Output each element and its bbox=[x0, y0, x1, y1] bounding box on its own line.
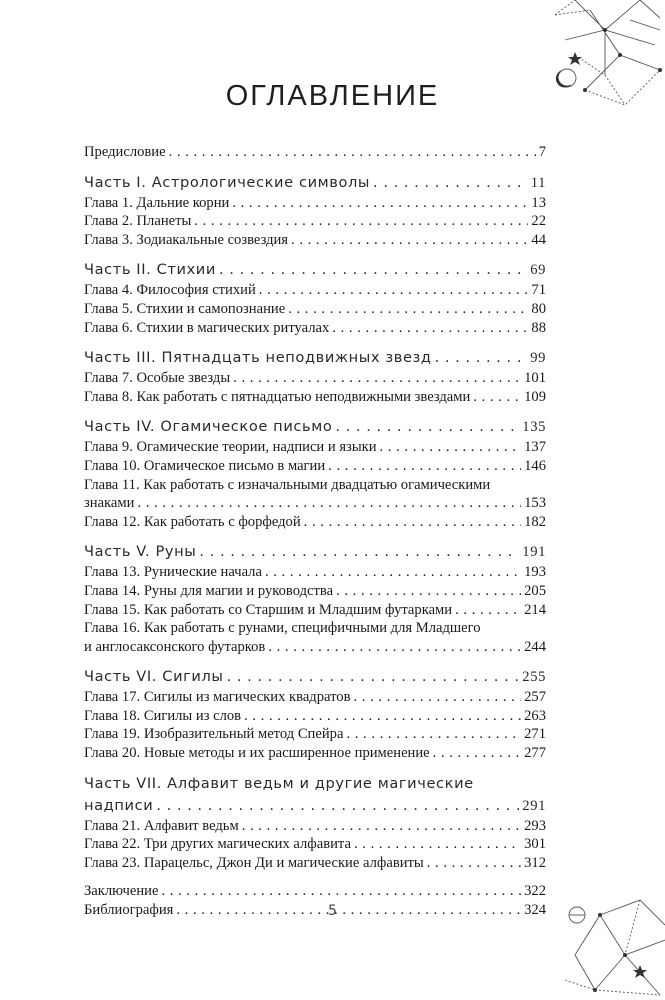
toc-entry-title: Глава 14. Руны для магии и руководства bbox=[84, 582, 334, 599]
toc-entry-title: Глава 12. Как работать с форфедой bbox=[84, 513, 301, 530]
toc-page-number: 214 bbox=[524, 601, 546, 618]
toc-entry-row[interactable] bbox=[84, 300, 546, 319]
toc-entry-title: Глава 21. Алфавит ведьм bbox=[84, 817, 239, 834]
toc-entry-title: Глава 22. Три других магических алфавита bbox=[84, 836, 351, 853]
table-of-contents bbox=[84, 143, 546, 920]
toc-spacer bbox=[84, 406, 546, 416]
toc-entry-title: Глава 19. Изобразительный метод Спейра bbox=[84, 726, 344, 743]
toc-page-number: 153 bbox=[524, 495, 546, 512]
dot-leader bbox=[455, 601, 521, 620]
toc-part-row[interactable] bbox=[84, 795, 546, 817]
toc-entry-title-line: Глава 16. Как работать с рунами, специфичными для Младшего bbox=[84, 620, 481, 637]
dot-leader bbox=[288, 300, 528, 319]
toc-entry-title: Глава 23. Парацельс, Джон Ди и магические алфавиты bbox=[84, 854, 424, 871]
toc-entry-title: Глава 8. Как работать с пятнадцатью неподвижными звездами bbox=[84, 388, 471, 405]
toc-spacer bbox=[84, 162, 546, 172]
toc-spacer bbox=[84, 337, 546, 347]
dot-leader bbox=[335, 416, 519, 438]
toc-entry-row[interactable] bbox=[84, 388, 546, 407]
toc-page-number: 291 bbox=[522, 797, 546, 814]
toc-page-number: 263 bbox=[524, 707, 546, 724]
toc-entry-row[interactable] bbox=[84, 194, 546, 213]
dot-leader bbox=[259, 281, 529, 300]
toc-page-number: 101 bbox=[524, 370, 546, 387]
toc-part-title-line: Часть VII. Алфавит ведьм и другие магические bbox=[84, 774, 474, 792]
toc-entry-title: Глава 17. Сигилы из магических квадратов bbox=[84, 689, 351, 706]
dot-leader bbox=[219, 259, 527, 281]
toc-entry-title: Глава 2. Планеты bbox=[84, 213, 192, 230]
toc-page-number: 137 bbox=[524, 439, 546, 456]
toc-entry-title: Глава 20. Новые методы и их расширенное применение bbox=[84, 745, 430, 762]
dot-leader bbox=[199, 541, 519, 563]
dot-leader bbox=[268, 638, 521, 657]
geometric-ornament-bottom-right-icon bbox=[555, 895, 665, 1000]
toc-page-number: 109 bbox=[524, 388, 546, 405]
dot-leader bbox=[336, 582, 521, 601]
toc-spacer bbox=[84, 763, 546, 773]
dot-leader bbox=[242, 817, 521, 836]
toc-entry-title: Глава 7. Особые звезды bbox=[84, 370, 231, 387]
toc-entry-row[interactable] bbox=[84, 494, 546, 513]
toc-part-title: Часть VI. Сигилы bbox=[84, 668, 224, 686]
toc-page-number: 255 bbox=[522, 669, 546, 686]
toc-entry-title: Библиография bbox=[84, 902, 174, 919]
page-title: ОГЛАВЛЕНИЕ bbox=[225, 80, 440, 112]
toc-part-row[interactable] bbox=[84, 259, 546, 281]
toc-entry-row[interactable] bbox=[84, 563, 546, 582]
toc-entry-row[interactable] bbox=[84, 231, 546, 250]
toc-spacer bbox=[84, 656, 546, 666]
toc-spacer bbox=[84, 249, 546, 259]
toc-page-number: 99 bbox=[530, 350, 546, 367]
toc-entry-row[interactable] bbox=[84, 143, 546, 162]
toc-part-title: надписи bbox=[84, 796, 154, 814]
toc-entry-title: и англосаксонского футарков bbox=[84, 638, 266, 655]
toc-entry-title: Глава 13. Рунические начала bbox=[84, 564, 262, 581]
toc-entry-title: Глава 10. Огамическое письмо в магии bbox=[84, 457, 326, 474]
page-number: 5 bbox=[328, 903, 337, 919]
toc-page-number: 244 bbox=[524, 638, 546, 655]
toc-page-number: 7 bbox=[538, 144, 546, 160]
toc-entry-row[interactable] bbox=[84, 369, 546, 388]
toc-entry-title: Предисловие bbox=[84, 144, 166, 160]
toc-entry-row[interactable] bbox=[84, 582, 546, 601]
toc-entry-row[interactable] bbox=[84, 601, 546, 620]
dot-leader bbox=[233, 369, 521, 388]
toc-part-title: Часть III. Пятнадцать неподвижных звезд bbox=[84, 349, 432, 367]
toc-part-title: Часть V. Руны bbox=[84, 543, 197, 561]
dot-leader bbox=[354, 835, 521, 854]
dot-leader bbox=[161, 882, 521, 901]
toc-entry-row[interactable] bbox=[84, 817, 546, 836]
toc-page-number: 271 bbox=[524, 726, 546, 743]
toc-page-number: 69 bbox=[530, 262, 546, 279]
dot-leader bbox=[354, 688, 522, 707]
toc-entry-title: Глава 9. Огамические теории, надписи и языки bbox=[84, 439, 377, 456]
toc-page-number: 13 bbox=[531, 194, 546, 211]
toc-part-title: Часть IV. Огамическое письмо bbox=[84, 418, 333, 436]
dot-leader bbox=[435, 347, 528, 369]
toc-page-number: 312 bbox=[524, 854, 546, 871]
dot-leader bbox=[194, 212, 528, 231]
toc-entry-row[interactable] bbox=[84, 438, 546, 457]
dot-leader bbox=[232, 194, 528, 213]
toc-page-number: 191 bbox=[522, 544, 546, 561]
toc-entry-title: Глава 15. Как работать со Старшим и Младшим футарками bbox=[84, 601, 453, 618]
toc-entry-row[interactable] bbox=[84, 638, 546, 657]
dot-leader bbox=[304, 513, 521, 532]
dot-leader bbox=[346, 725, 521, 744]
dot-leader bbox=[473, 388, 521, 407]
dot-leader bbox=[265, 563, 521, 582]
toc-page-number: 322 bbox=[524, 883, 546, 900]
toc-entry-title: Глава 5. Стихии и самопознание bbox=[84, 300, 286, 317]
toc-entry-row[interactable] bbox=[84, 688, 546, 707]
toc-entry-row[interactable] bbox=[84, 707, 546, 726]
dot-leader bbox=[244, 707, 521, 726]
dot-leader bbox=[227, 666, 520, 688]
dot-leader bbox=[156, 795, 519, 817]
toc-page-number: 277 bbox=[524, 745, 546, 762]
toc-page-number: 257 bbox=[524, 689, 546, 706]
toc-page-number: 146 bbox=[524, 457, 546, 474]
toc-entry-title: Глава 4. Философия стихий bbox=[84, 282, 256, 299]
toc-part-title: Часть I. Астрологические символы bbox=[84, 173, 371, 191]
toc-entry-row[interactable] bbox=[84, 725, 546, 744]
toc-entry-row[interactable] bbox=[84, 319, 546, 338]
dot-leader bbox=[380, 438, 522, 457]
dot-leader bbox=[332, 319, 528, 338]
toc-page-number: 11 bbox=[530, 174, 546, 191]
toc-entry-title: Заключение bbox=[84, 883, 159, 900]
toc-page-number: 301 bbox=[524, 836, 546, 853]
toc-part-title: Часть II. Стихии bbox=[84, 261, 216, 279]
toc-page-number: 182 bbox=[524, 513, 546, 530]
dot-leader bbox=[328, 457, 521, 476]
toc-entry-title-line: Глава 11. Как работать с изначальными двадцатью огамическими bbox=[84, 476, 491, 493]
toc-page-number: 135 bbox=[522, 419, 546, 436]
toc-part-row[interactable] bbox=[84, 172, 546, 194]
toc-page-number: 80 bbox=[531, 300, 546, 317]
toc-entry-row[interactable] bbox=[84, 281, 546, 300]
toc-page-number: 71 bbox=[531, 282, 546, 299]
toc-entry-row[interactable] bbox=[84, 513, 546, 532]
toc-page-number: 22 bbox=[531, 213, 546, 230]
toc-page-number: 205 bbox=[524, 582, 546, 599]
toc-entry-title: Глава 18. Сигилы из слов bbox=[84, 707, 242, 724]
dot-leader bbox=[137, 494, 521, 513]
toc-entry-row[interactable] bbox=[84, 212, 546, 231]
toc-entry-row[interactable] bbox=[84, 457, 546, 476]
toc-page-number: 44 bbox=[531, 231, 546, 248]
toc-entry-title: Глава 6. Стихии в магических ритуалах bbox=[84, 319, 330, 336]
toc-page-number: 293 bbox=[524, 817, 546, 834]
toc-spacer bbox=[84, 872, 546, 882]
toc-entry-row[interactable] bbox=[84, 835, 546, 854]
toc-entry-title: Глава 3. Зодиакальные созвездия bbox=[84, 231, 289, 248]
dot-leader bbox=[373, 172, 528, 194]
toc-entry-row[interactable] bbox=[84, 882, 546, 901]
toc-part-row[interactable] bbox=[84, 347, 546, 369]
toc-part-row[interactable] bbox=[84, 416, 546, 438]
toc-entry-row[interactable] bbox=[84, 854, 546, 873]
toc-page-number: 88 bbox=[531, 319, 546, 336]
toc-part-row[interactable] bbox=[84, 666, 546, 688]
dot-leader bbox=[169, 143, 536, 162]
toc-part-row[interactable] bbox=[84, 541, 546, 563]
toc-entry-title: знаками bbox=[84, 495, 135, 512]
dot-leader bbox=[427, 854, 521, 873]
toc-spacer bbox=[84, 531, 546, 541]
toc-page-number: 193 bbox=[524, 564, 546, 581]
toc-entry-title: Глава 1. Дальние корни bbox=[84, 194, 230, 211]
dot-leader bbox=[433, 744, 521, 763]
toc-page-number: 324 bbox=[524, 902, 546, 919]
toc-entry-row[interactable] bbox=[84, 744, 546, 763]
dot-leader bbox=[291, 231, 528, 250]
